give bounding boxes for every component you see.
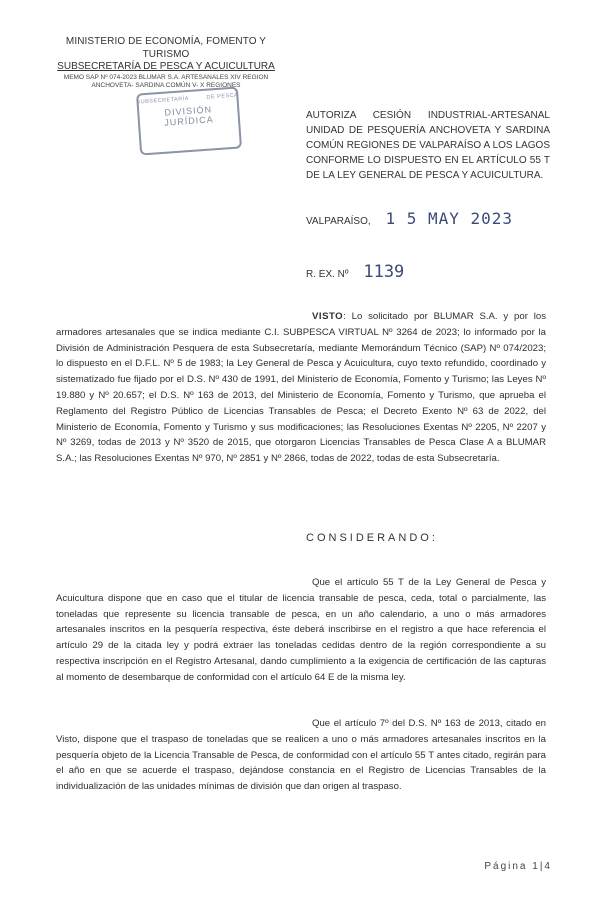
visto-text: : Lo solicitado por BLUMAR S.A. y por los armadores artesanales que se indica mediante C.I. SUBPESCA VIRTUAL Nº 3264 de 2023; lo informado por la División de Administración Pesquera de esta Subsecretaría, mediante Memorándum Técnico (SAP) Nº 074/2023; lo dispuesto en el D.F.L. Nº 5 de 1983; la Ley General de Pesca y Acuicultura, cuyo texto refundido, coordinado y sistematizado fue fijado por el D.S. Nº 430 de 1991, del Ministerio de Economía, Fomento y Turismo; las Leyes Nº 19.880 y Nº 20.657; el D.S. Nº 163 de 2013, del Ministerio de Economía, Fomento y Turismo, que aprueba el Reglamento del Registro Público de Licencias Transables de Pesca; el Decreto Exento Nº 63 de 2022, del Ministerio de Economía, Fomento y Turismo y sus modificaciones; las Resoluciones Exentas Nº 2205, Nº 2207 y Nº 3269, todas de 2013 y Nº 3520 de 2015, que otorgaron Licencias Transables de Pesca Clase A a BLUMAR S.A.; las Resoluciones Exentas Nº 970, Nº 2851 y Nº 2866, todas de 2022, todas de esta Subsecretaría. xyxy=(56,311,546,465)
visto-paragraph xyxy=(56,309,546,467)
considerando-paragraph-1: Que el artículo 55 T de la Ley General de Pesca y Acuicultura dispone que en caso que el titular de licencia transable de pesca, ceda, total o parcialmente, las toneladas que represente su licencia transable de pesca, en un año calendario, a uno o más armadores artesanales inscritos en la pesquería respectiva, éste deberá inscribirse en el registro a que hace referencia el artículo 29 de la citada ley y podrá extraer las toneladas cedidas dentro de la región correspondiente a su respectiva inscripción en el Registro Artesanal, dando cumplimiento a la exigencia de certificación de las capturas al momento de desembarque de conformidad con el artículo 64 E de la misma ley. xyxy=(56,577,546,683)
stamp-line-1: DIVISIÓN xyxy=(164,104,213,118)
resolution-number: 1139 xyxy=(363,262,405,282)
stamp-side-left: SUBSECRETARÍA xyxy=(136,95,190,106)
resolution-number-line xyxy=(306,262,404,282)
page-number: Página 1|4 xyxy=(484,861,552,872)
stamp-line-2: JURÍDICA xyxy=(163,114,215,128)
memo-reference-line-1: MEMO SAP Nº 074-2023 BLUMAR S.A. ARTESANALES XIV REGION xyxy=(63,73,269,81)
resolution-label: R. EX. Nº xyxy=(306,269,349,280)
date-line xyxy=(306,209,513,228)
considerando-heading: CONSIDERANDO: xyxy=(306,532,438,544)
visto-label: VISTO xyxy=(312,311,344,322)
stamp-side-right: DE PESCA xyxy=(206,92,239,101)
subsecretaria-name: SUBSECRETARÍA DE PESCA Y ACUICULTURA xyxy=(57,61,275,72)
date-place: VALPARAÍSO, xyxy=(306,216,371,227)
considerando-paragraph-2: Que el artículo 7º del D.S. Nº 163 de 2013, citado en Visto, dispone que el traspaso de toneladas que se realicen a uno o más armadores artesanales inscritos en la pesquería objeto de la Licencia Transable de Pesca, de conformidad con el artículo 55 T antes citado, regirán para el año en que se acuerde el traspaso, dejándose constancia en el Registro de Licencias Transables de la individualización de las unidades mínimas de división que dan origen al traspaso. xyxy=(56,718,546,793)
ministry-name: MINISTERIO DE ECONOMÍA, FOMENTO Y TURISMO xyxy=(65,36,267,60)
letterhead xyxy=(56,36,276,90)
resolution-subject: AUTORIZA CESIÓN INDUSTRIAL-ARTESANAL UNIDAD DE PESQUERÍA ANCHOVETA Y SARDINA COMÚN REGIONES DE VALPARAÍSO A LOS LAGOS CONFORME LO DISPUESTO EN EL ARTÍCULO 55 T DE LA LEY GENERAL DE PESCA Y ACUICULTURA. xyxy=(306,110,550,181)
division-juridica-stamp xyxy=(136,87,242,156)
memo-reference-line-2: ANCHOVETA- SARDINA COMÚN V- X REGIONES xyxy=(91,81,241,89)
date-stamp: 1 5 MAY 2023 xyxy=(385,209,514,228)
